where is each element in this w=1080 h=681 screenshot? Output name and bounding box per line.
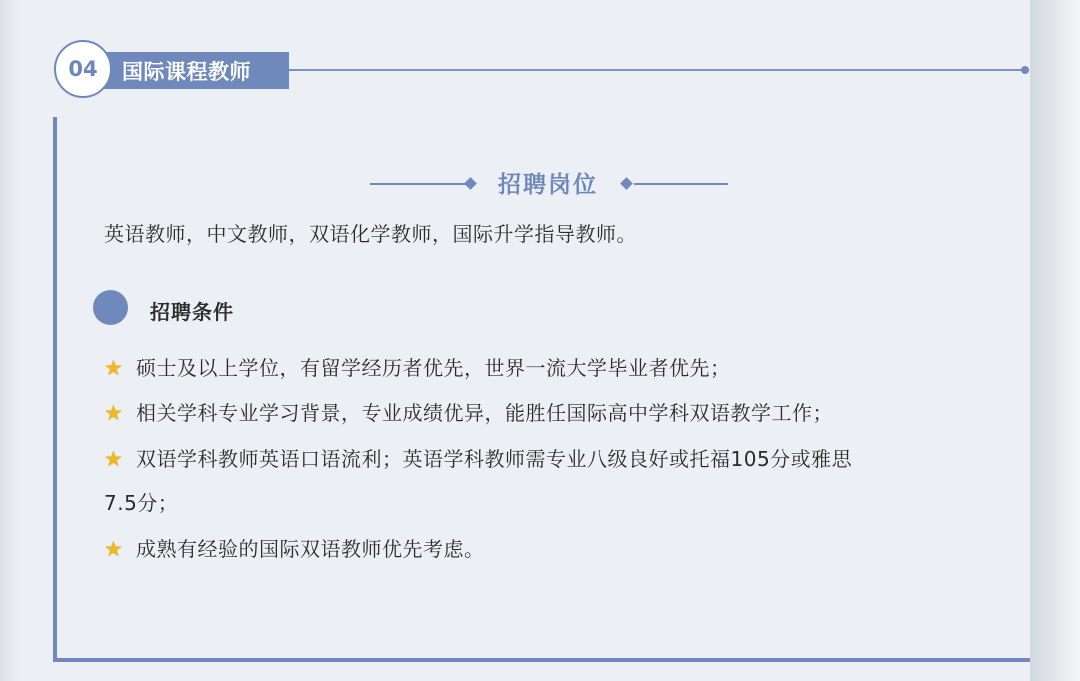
requirement-text: 7.5分； bbox=[104, 491, 179, 515]
requirement-text: 双语学科教师英语口语流利；英语学科教师需专业八级良好或托福105分或雅思 bbox=[136, 447, 853, 471]
header-line-end-dot bbox=[1021, 66, 1029, 74]
positions-text: 英语教师，中文教师，双语化学教师，国际升学指导教师。 bbox=[104, 222, 637, 246]
requirement-text: 硕士及以上学位，有留学经历者优先，世界一流大学毕业者优先； bbox=[136, 356, 731, 380]
requirement-item bbox=[104, 391, 1004, 435]
circle-bullet-icon bbox=[93, 290, 128, 325]
requirement-item bbox=[104, 437, 1004, 481]
requirement-item bbox=[104, 346, 1004, 390]
requirement-text: 成熟有经验的国际双语教师优先考虑。 bbox=[136, 537, 485, 561]
requirement-item-continuation bbox=[104, 481, 1004, 525]
section-number: 04 bbox=[68, 57, 98, 81]
conditions-heading: 招聘条件 bbox=[150, 300, 234, 324]
heading-line-left bbox=[370, 183, 466, 185]
section-title: 国际课程教师 bbox=[122, 59, 251, 84]
box-left-border bbox=[53, 117, 57, 662]
star-icon: ★ bbox=[104, 537, 124, 561]
requirement-item bbox=[104, 527, 1004, 571]
star-icon: ★ bbox=[104, 356, 124, 380]
box-bottom-border bbox=[53, 658, 1030, 662]
positions-heading: 招聘岗位 bbox=[498, 172, 598, 198]
heading-line-right bbox=[634, 183, 728, 185]
header-divider-line bbox=[289, 69, 1025, 71]
right-shadow bbox=[1030, 0, 1080, 681]
section-title-tag bbox=[100, 52, 289, 89]
star-icon: ★ bbox=[104, 401, 124, 425]
left-shadow bbox=[0, 0, 18, 681]
requirement-text: 相关学科专业学习背景，专业成绩优异，能胜任国际高中学科双语教学工作； bbox=[136, 401, 833, 425]
star-icon: ★ bbox=[104, 447, 124, 471]
section-number-badge bbox=[54, 40, 112, 98]
